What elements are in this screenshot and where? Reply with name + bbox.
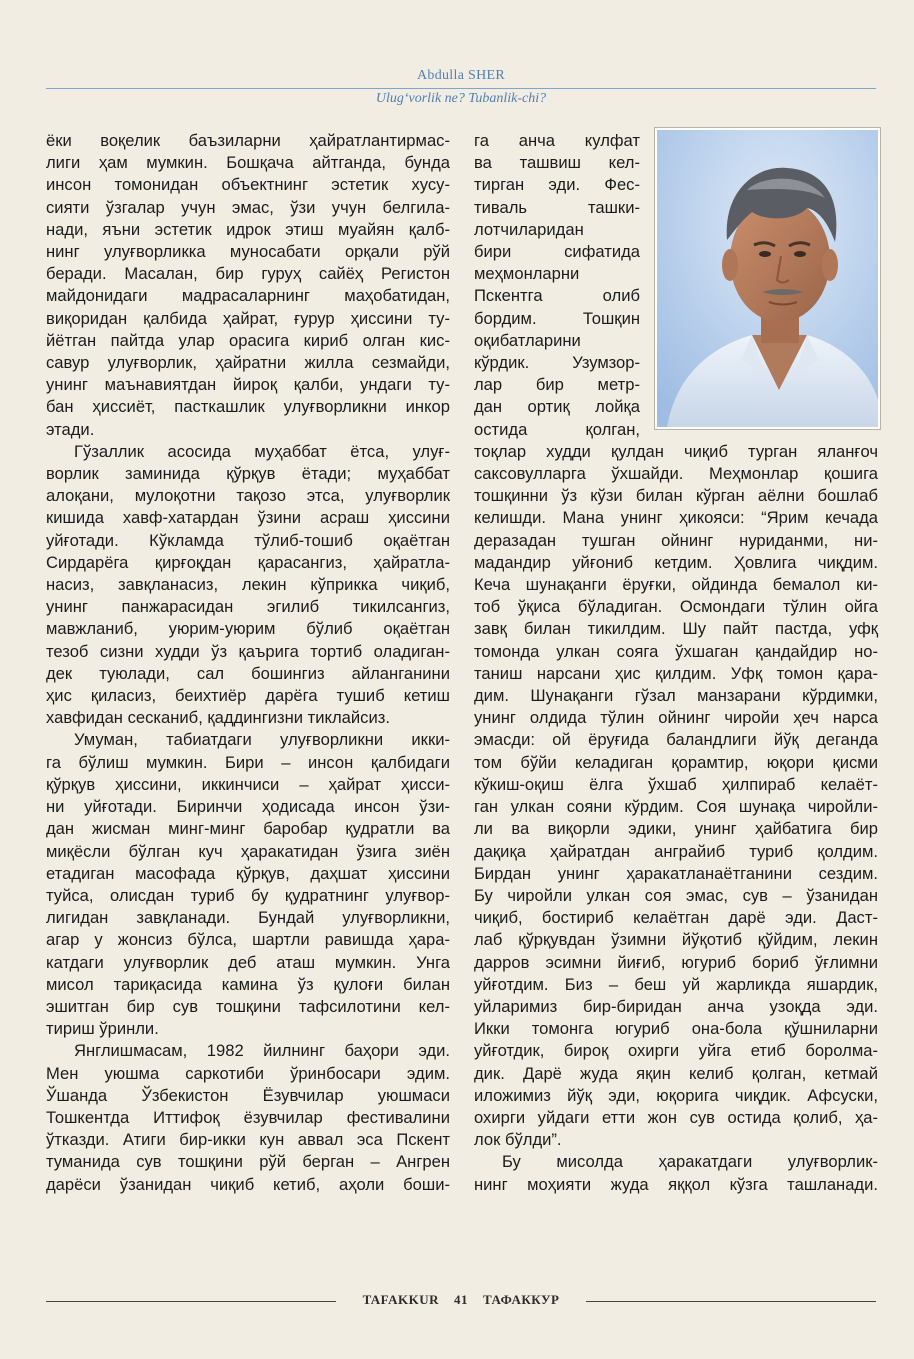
text-line: тошқинни ўз кўзи билан кўрган аёлни бошлаб xyxy=(474,486,878,506)
paragraph-3 xyxy=(46,729,450,1040)
text-line: уйғотдим. Биз – беш уй жарликда яшардик, xyxy=(474,974,878,994)
text-line: сияти ўзгалар учун эмас, ўзи учун белгила- xyxy=(46,197,450,217)
text-line: этади. xyxy=(46,419,95,439)
text-line: майдонидаги мадрасаларнинг маҳобатидан, xyxy=(46,286,450,306)
text-line: дан жисман минг-минг баробар қудратли ва xyxy=(46,819,450,839)
text-line: Янглишмасам, 1982 йилнинг баҳори эди. xyxy=(74,1041,450,1061)
text-line: тоб ўқиса бўладиган. Осмондаги тўлин ойга xyxy=(474,597,878,617)
text-line: эшитган бир сув тошқини тафсилотини кел- xyxy=(46,996,450,1016)
header-rule xyxy=(46,88,876,89)
text-line: лок бўлди”. xyxy=(474,1130,562,1150)
text-line: меҳмонларни xyxy=(474,264,580,284)
text-line: мадандир уйғониб кетдим. Ҳовлига чиқдим. xyxy=(474,552,878,572)
text-line: иложимиз йўқ эди, юқорига чиқдик. Афсуски, xyxy=(474,1085,878,1105)
paragraph-5 xyxy=(474,441,878,1152)
text-line: бан ҳиссиёт, пасткашлик улуғворликни инкор xyxy=(46,397,450,417)
text-line: туманида сув тошқини рўй берган – Ангрен xyxy=(46,1152,450,1172)
text-line: тириш ўринли. xyxy=(46,1019,159,1039)
text-line: қўрқув ҳиссини, иккинчиси – ҳайрат ҳисси- xyxy=(46,774,450,794)
text-line: мавжланиб, уюрим-уюрим бўлиб оқаётган xyxy=(46,619,450,639)
text-line: виқоридан қалбида ҳайрат, ғурур ҳиссини ту- xyxy=(46,308,450,328)
text-line: Умуман, табиатдаги улуғворликни икки- xyxy=(74,730,450,750)
header-author: Abdulla SHER xyxy=(417,68,505,83)
footer-rule-left xyxy=(46,1301,336,1302)
text-line: том бўйи келадиган қорамтир, юқори қисми xyxy=(474,752,878,772)
text-line: тиваль ташки- xyxy=(474,197,640,217)
text-line: Икки томонга югуриб она-бола қўшниларни xyxy=(474,1019,878,1039)
text-line: алоқани, мулоқотни тақозо этса, улуғворлик xyxy=(46,486,450,506)
text-line: нинг улуғворликка муносабати орқали рўй xyxy=(46,242,450,262)
text-line: агар у жонсиз бўлса, шартли равишда ҳара- xyxy=(46,930,450,950)
footer-text xyxy=(341,1292,581,1308)
text-line: уйғотади. Кўкламда тўлиб-тошиб оқаётган xyxy=(46,530,450,550)
text-line: оқибатларини xyxy=(474,330,581,350)
text-line: деразадан тушган ойнинг нуриданми, ни- xyxy=(474,530,878,550)
text-line: унинг панжарасидан эгилиб тикилсангиз, xyxy=(46,597,450,617)
text-line: Тошкентда Иттифоқ ёзувчилар фестивалини xyxy=(46,1107,450,1127)
text-line: лаб қўрқувдан ўзимни йўқотиб қўйдим, лекин xyxy=(474,930,878,950)
text-line: ни уйғотади. Биринчи ҳодисада инсон ўзи- xyxy=(46,797,450,817)
text-line: савур улуғворлик, ҳайратни жилла сезмайди, xyxy=(46,353,450,373)
text-line: мисол тариқасида камина ўз қулоғи билан xyxy=(46,974,450,994)
text-line: лотчиларидан xyxy=(474,219,584,239)
text-line: эмасди: ой ёруғида баландлиги йўқ деганда xyxy=(474,730,878,750)
text-line: уйғотдик, бироқ охирги уйга етиб боролма- xyxy=(474,1041,878,1061)
text-line: дек туюлади, сал бошингиз айланганини xyxy=(46,663,450,683)
text-line: ёки воқелик баъзиларни ҳайратлантирмас- xyxy=(46,131,450,150)
text-line: кўкиш-оқиш ёлга ўхшаб ҳилпираб келаёт- xyxy=(474,774,878,794)
left-column xyxy=(46,130,450,1196)
footer-journal-latin: TAFAKKUR xyxy=(362,1292,440,1307)
text-line: тоқлар худди қулдан чиқиб турган яланғоч xyxy=(474,441,878,461)
text-line: етадиган масофада қўрқув, даҳшат ҳиссини xyxy=(46,863,450,883)
paragraph-1 xyxy=(46,130,450,441)
text-line: катдаги улуғворлик деб аташ мумкин. Унга xyxy=(46,952,450,972)
text-line: ли ва виқорли эдики, унинг ҳайбатига бир xyxy=(474,819,878,839)
page-number: 41 xyxy=(454,1292,469,1307)
header-subtitle: Ulug‘vorlik ne? Tubanlik-chi? xyxy=(375,91,547,106)
text-line: дик. Дарё жуда яқин келиб қолган, кетмай xyxy=(474,1063,878,1083)
text-line: нади, яъни эстетик идрок этиш муайян қалб- xyxy=(46,219,450,239)
text-line: завқ билан тикилдим. Шу пайт пастда, уфқ xyxy=(474,619,878,639)
text-line: лар бир метр- xyxy=(474,375,640,395)
text-line: ҳис қиласиз, беихтиёр дарёга тушиб кетиш xyxy=(46,686,450,706)
text-line: чиқиб, бостириб келаётган дарё эди. Даст- xyxy=(474,908,878,928)
portrait-image xyxy=(657,130,878,427)
text-line: келишди. Мана унинг ҳикояси: “Ярим кечада xyxy=(474,508,878,528)
footer-journal-cyrillic: ТАФАККУР xyxy=(483,1292,560,1307)
text-line: дарров эсимни йиғиб, югуриб бориб ўғлимни xyxy=(474,952,878,972)
paragraph-2 xyxy=(46,441,450,730)
text-line: бири сифатида xyxy=(474,242,640,262)
text-line: Бу чиройли улкан соя эмас, сув – ўзанидан xyxy=(474,885,878,905)
text-line: лигидан завқланади. Бундай улуғворликни, xyxy=(46,908,450,928)
text-line: га бўлиш мумкин. Бири – инсон қалбидаги xyxy=(46,752,450,772)
text-line: остида қолган, xyxy=(474,419,640,439)
text-line: Гўзаллик асосида муҳаббат ётса, улуғ- xyxy=(74,441,450,461)
text-line: хавфидан сесканиб, қаддингизни тиклайсиз. xyxy=(46,708,390,728)
paragraph-6 xyxy=(474,1151,878,1195)
text-line: томонда улкан сояга ўхшаган қандайдир но- xyxy=(474,641,878,661)
text-line: унинг олдида тўлин ойнинг чиройи ҳеч нарса xyxy=(474,708,878,728)
text-line: туйса, олисдан туриб бу қудратнинг улуғвор- xyxy=(46,885,450,905)
text-line: кишида хавф-хатардан ўзини асраш ҳиссини xyxy=(46,508,450,528)
text-line: уйларимиз бир-биридан анча узоқда эди. xyxy=(474,996,878,1016)
text-line: Пскентга олиб xyxy=(474,286,640,306)
text-line: ган улкан сояни кўрдим. Соя шунақа чиройли- xyxy=(474,797,878,817)
text-line: тирган эди. Фес- xyxy=(474,175,640,195)
running-header xyxy=(46,68,876,107)
footer-rule-right xyxy=(586,1301,876,1302)
text-line: Ўшанда Ўзбекистон Ёзувчилар уюшмаси xyxy=(46,1085,450,1105)
text-line: Бу мисолда ҳаракатдаги улуғворлик- xyxy=(502,1152,878,1172)
text-line: нинг моҳияти жуда яққол кўзга ташланади. xyxy=(474,1174,878,1194)
text-line: ворлик заминида қўрқув ётади; муҳаббат xyxy=(46,464,450,484)
text-line: саксовулларга ўхшайди. Меҳмонлар қошига xyxy=(474,464,878,484)
text-line: йётган пайтда улар орасига кириб олган кис- xyxy=(46,330,450,350)
text-line: кўрдик. Узумзор- xyxy=(474,353,640,373)
text-line: унинг маънавиятдан йироқ қалби, ундаги ту- xyxy=(46,375,450,395)
text-line: Сирдарёга қирғоқдан қарасангиз, ҳайратла- xyxy=(46,552,450,572)
author-portrait-photo xyxy=(655,128,880,429)
paragraph-4 xyxy=(46,1040,450,1195)
text-line: ўтказди. Атиги бир-икки кун аввал эса Пскент xyxy=(46,1130,450,1150)
text-line: ва ташвиш кел- xyxy=(474,153,640,173)
text-line: дақиқа ҳайратдан анграйиб туриб қолдим. xyxy=(474,841,878,861)
text-line: тезоб сизни худди ўз қаърига тортиб оладиган- xyxy=(46,641,450,661)
text-line: Бирдан унинг ҳаракатланаётганини сездим. xyxy=(474,863,878,883)
text-line: миқёсли бўлган куч ҳаракатидан ўзига зиён xyxy=(46,841,450,861)
text-line: насиз, завқланасиз, лекин кўприкка чиқиб, xyxy=(46,575,450,595)
text-line: Кеча шунақанги ёруғки, ойдинда бемалол ки- xyxy=(474,575,878,595)
text-line: га анча кулфат xyxy=(474,131,640,150)
text-line: дан ортиқ лойқа xyxy=(474,397,640,417)
text-line: лиги ҳам мумкин. Бошқача айтганда, бунда xyxy=(46,153,450,173)
text-line: инсон томонидан объектнинг эстетик хусу- xyxy=(46,175,450,195)
text-line: таниш нарсани ҳис қилдим. Уфқ томон қара- xyxy=(474,663,878,683)
text-line: Мен уюшма саркотиби ўринбосари эдим. xyxy=(46,1063,450,1083)
text-line: дим. Шунақанги гўзал манзарани кўрдимки, xyxy=(474,686,878,706)
text-line: беради. Масалан, бир гуруҳ сайёҳ Регистон xyxy=(46,264,450,284)
page-footer xyxy=(46,1290,876,1312)
text-line: дарёси ўзанидан чиқиб кетиб, аҳоли боши- xyxy=(46,1174,450,1194)
text-line: бордим. Тошқин xyxy=(474,308,640,328)
text-line: охирги уйдаги етти жон сув остида қолиб, ҳа- xyxy=(474,1107,878,1127)
